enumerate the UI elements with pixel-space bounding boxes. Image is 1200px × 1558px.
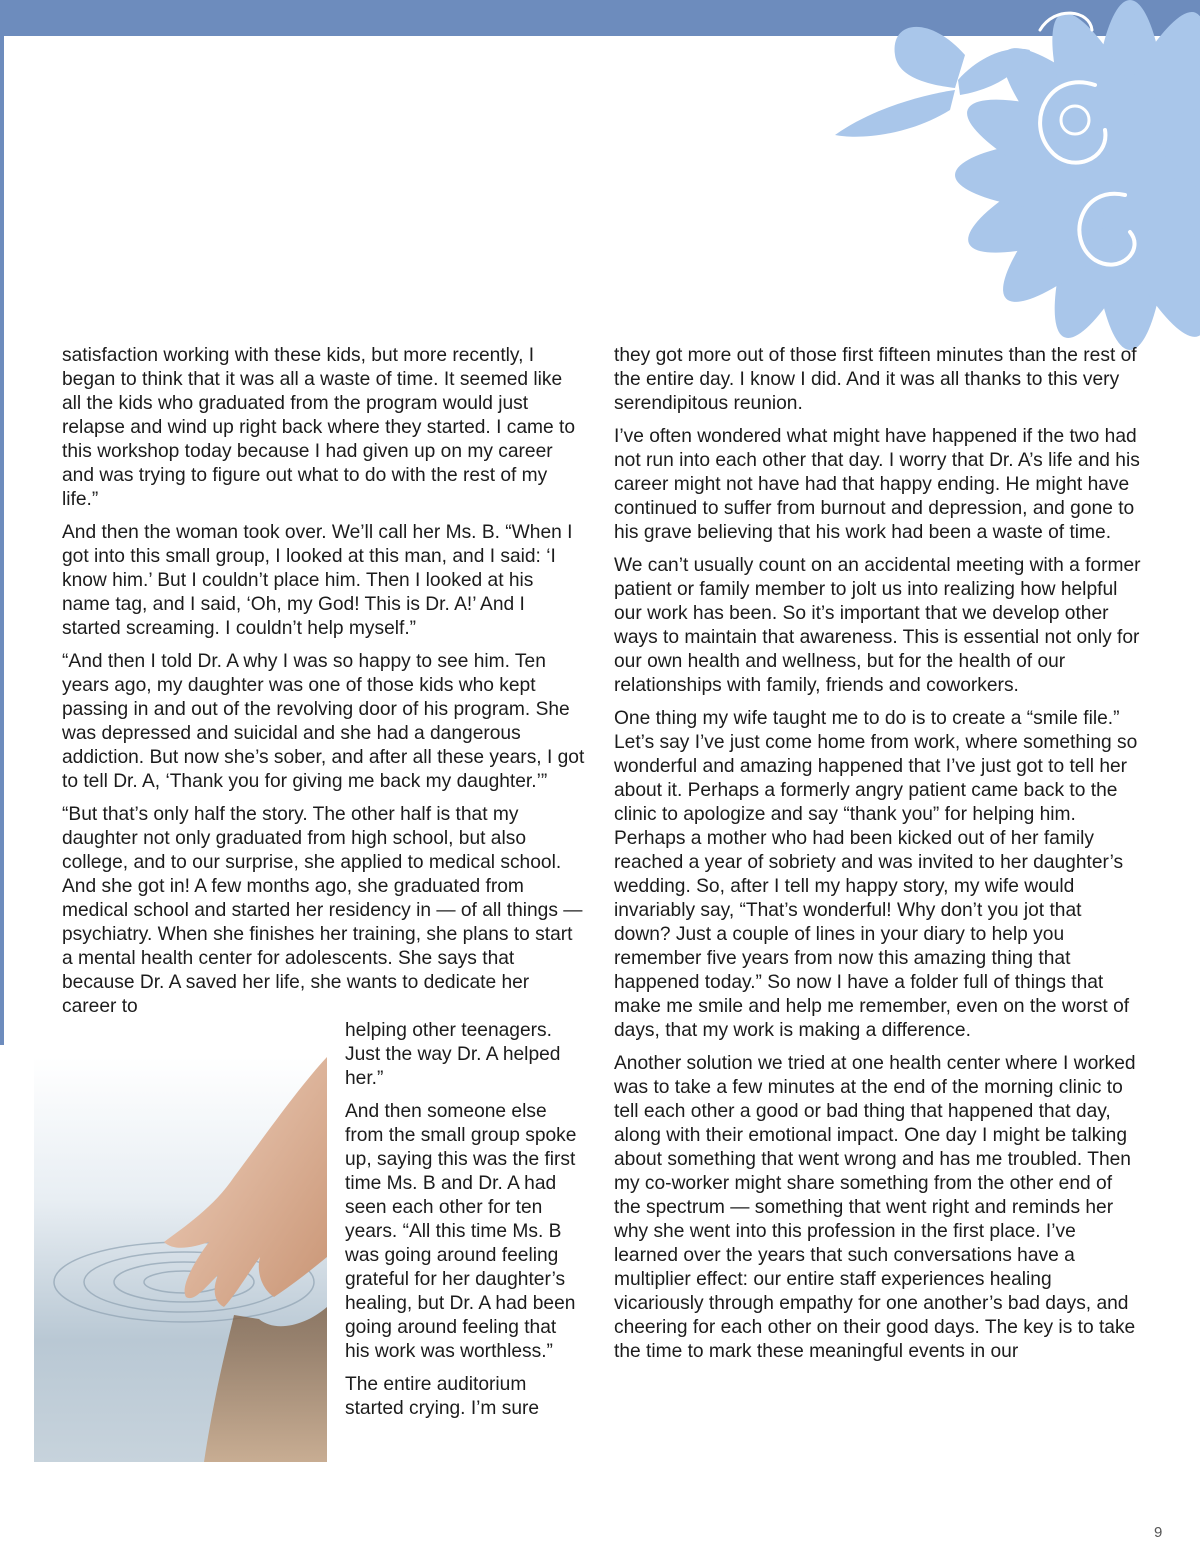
paragraph: And then the woman took over. We’ll call her Ms. B. “When I got into this small group, I looked at this man, and I said: ‘I know him.’ But I couldn’t place him. Then I looked at his name tag, and I said, ‘Oh, my God! This is Dr. A!’ And I started screaming. I couldn’t help myself.” bbox=[62, 522, 573, 639]
paragraph: “But that’s only half the story. The other half is that my daughter not only graduated from high school, but also college, and to our surprise, she applied to medical school. And she got in! A few months ago, she graduated from medical school and started her residency in — of all things — psychiatry. When she finishes her training, she plans to start a mental health center for adolescents. She says that because Dr. A saved her life, she wants to dedicate her career to bbox=[62, 804, 583, 1017]
paragraph: I’ve often wondered what might have happened if the two had not run into each other that day. I worry that Dr. A’s life and his career might not have had that happy ending. He might have continued to suffer from burnout and depression, and gone to his grave believing that his work had been a waste of time. bbox=[614, 426, 1140, 543]
paragraph: “And then I told Dr. A why I was so happy to see him. Ten years ago, my daughter was one of those kids who kept passing in and out of the revolving door of his program. She was depressed and suicidal and she had a dangerous addiction. But now she’s sober, and after all these years, I got to tell Dr. A, ‘Thank you for giving me back my daughter.’” bbox=[62, 651, 585, 792]
paragraph: Another solution we tried at one health center where I worked was to take a few minutes at the end of the morning clinic to tell each other a good or bad thing that happened that day, along with their emotional impact. One day I might be talking about something that went wrong and has me troubled. Then my co-worker might share something from the other end of the spectrum — something that went right and reminds her why she went into this profession in the first place. I’ve learned over the years that such conversations have a multiplier effect: our entire staff experiences healing vicariously through empathy for one another’s bad days, and cheering for each other on their good days. The key is to take the time to mark these meaningful events in our bbox=[614, 1053, 1136, 1362]
paragraph: The entire auditorium started crying. I’m sure bbox=[345, 1374, 540, 1419]
flower-decoration bbox=[953, 0, 1200, 352]
paragraph: One thing my wife taught me to do is to create a “smile file.” Let’s say I’ve just come home from work, where something so wonderful and amazing happened that I’ve just got to tell her about it. Perhaps a formerly angry patient came back to the clinic to apologize and say “thank you” for helping him. Perhaps a mother who had been kicked out of her family reached a year of sobriety and was invited to her daughter’s wedding. So, after I tell my happy story, my wife would invariably say, “That’s wonderful! Why don’t you jot that down? Just a couple of lines in your diary to help you remember five years from now this amazing thing that happened today.” So now I have a folder full of things that make me smile and help me remember, even on the worst of days, that my work is making a difference. bbox=[614, 708, 1138, 1041]
paragraph: they got more out of those first fifteen minutes than the rest of the entire day. I know I did. And it was all thanks to this very serendipitous reunion. bbox=[614, 345, 1137, 414]
paragraph: And then someone else from the small group spoke up, saying this was the first time Ms. B and Dr. A had seen each other for ten years. “All this time Ms. B was going around feeling grateful for her daughter’s healing, but Dr. A had been going around feeling that his work was worthless.” bbox=[345, 1101, 577, 1362]
hand-in-water-photo bbox=[34, 1057, 327, 1462]
right-text-column bbox=[614, 344, 1142, 1373]
page-number: 9 bbox=[1154, 1524, 1163, 1541]
left-edge-stripe bbox=[0, 0, 4, 1045]
paragraph: satisfaction working with these kids, but more recently, I began to think that it was all a waste of time. It seemed like all the kids who graduated from the program would just relapse and wind up right back where they started. I came to this workshop today because I had given up on my career and was trying to figure out what to do with the rest of my life.” bbox=[62, 345, 576, 510]
paragraph: We can’t usually count on an accidental meeting with a former patient or family member to jolt us into realizing how helpful our work has been. So it’s important that we develop other ways to maintain that awareness. This is essential not only for our own health and wellness, but for the health of our relationships with family, friends and coworkers. bbox=[614, 555, 1141, 696]
paragraph-continuation: helping other teenagers. Just the way Dr. A helped her.” bbox=[345, 1020, 561, 1089]
